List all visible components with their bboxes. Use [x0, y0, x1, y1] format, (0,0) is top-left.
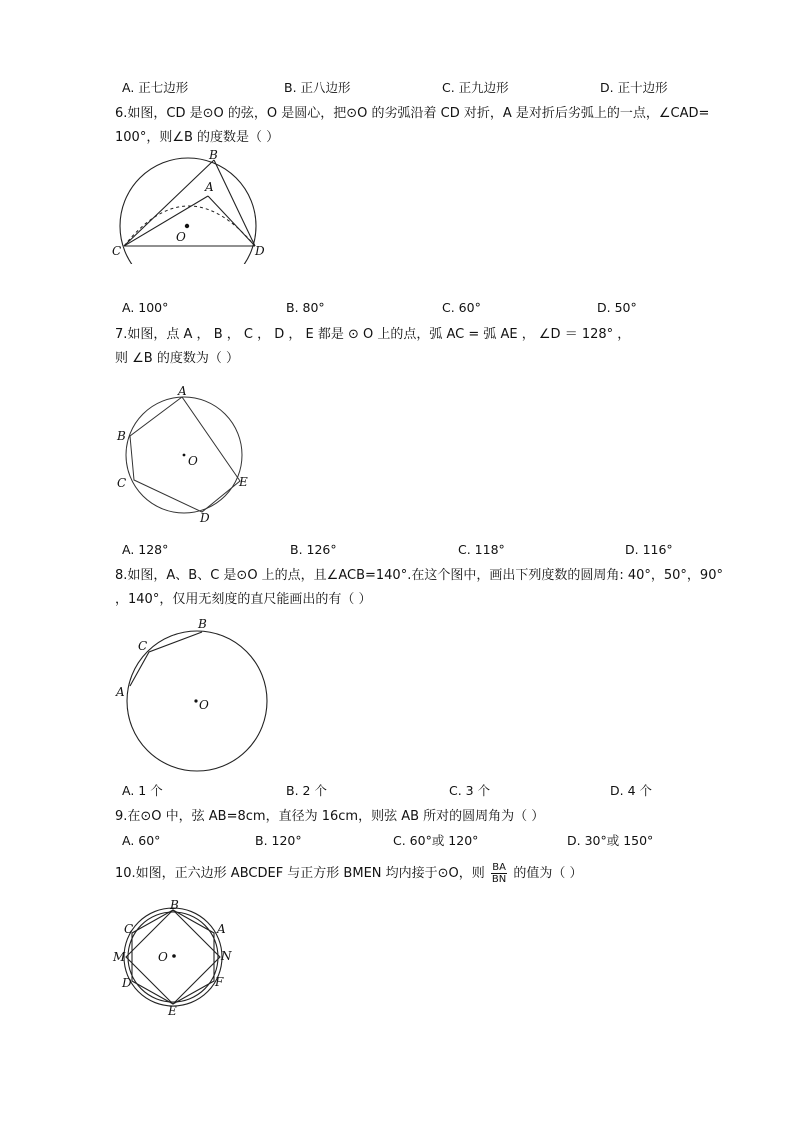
q10-fraction	[491, 862, 507, 885]
q10-fraction-numerator: BA	[492, 862, 506, 873]
q5-option-d: D. 正十边形	[600, 80, 668, 95]
q7-label-b: B	[117, 429, 126, 443]
q6-label-d: D	[255, 244, 265, 258]
q6-option-b: B. 80°	[286, 300, 325, 315]
q8-label-b: B	[198, 617, 207, 631]
q7-option-d: D. 116°	[625, 542, 673, 557]
q7-label-o: O	[188, 454, 198, 468]
q6-option-a: A. 100°	[122, 300, 169, 315]
q6-label-o: O	[176, 230, 186, 244]
q6-figure	[110, 148, 270, 264]
q10-label-m: M	[113, 950, 126, 964]
q6-label-a: A	[205, 180, 214, 194]
q10-label-f: F	[215, 975, 224, 989]
q7-label-a: A	[178, 384, 187, 398]
q8-stem-line1: 8.如图，A、B、C 是⊙O 上的点，且∠ACB=140°.在这个图中，画出下列度数的圆周角: 40°，50°，90°	[115, 568, 723, 583]
q10-label-c: C	[124, 922, 134, 936]
q7-label-c: C	[117, 476, 127, 490]
q10-label-b: B	[170, 898, 179, 912]
q8-label-c: C	[138, 639, 148, 653]
q9-option-d: D. 30°或 150°	[567, 833, 654, 848]
q10-fraction-denominator: BN	[491, 874, 507, 885]
q5-option-b: B. 正八边形	[284, 80, 351, 95]
q8-option-d: D. 4 个	[610, 783, 652, 798]
q6-label-c: C	[112, 244, 122, 258]
q7-stem-line1: 7.如图，点 A ， B ， C ， D ， E 都是 ⊙ O 上的点，弧 AC = 弧 AE ， ∠D ＝ 128° ，	[115, 327, 631, 342]
q8-label-a: A	[116, 685, 125, 699]
q10-label-n: N	[221, 949, 232, 963]
q10-stem-line1	[115, 862, 583, 885]
q9-stem-line1: 9.在⊙O 中，弦 AB=8cm，直径为 16cm，则弦 AB 所对的圆周角为（ ）	[115, 809, 545, 824]
q7-option-a: A. 128°	[122, 542, 169, 557]
q8-option-a: A. 1 个	[122, 783, 163, 798]
q10-stem-prefix: 10.如图，正六边形 ABCDEF 与正方形 BMEN 均内接于⊙O，则	[115, 866, 485, 881]
q8-label-o: O	[199, 698, 209, 712]
q10-label-d: D	[122, 976, 132, 990]
q6-option-d: D. 50°	[597, 300, 637, 315]
q9-option-c: C. 60°或 120°	[393, 833, 479, 848]
q7-label-e: E	[239, 475, 248, 489]
q7-figure	[112, 382, 257, 526]
q8-figure	[112, 615, 272, 775]
q7-label-d: D	[200, 511, 210, 525]
q7-option-b: B. 126°	[290, 542, 337, 557]
q10-figure	[110, 897, 245, 1019]
q8-option-c: C. 3 个	[449, 783, 491, 798]
q7-stem-line2: 则 ∠B 的度数为（ ）	[115, 351, 239, 366]
q8-option-b: B. 2 个	[286, 783, 327, 798]
q7-option-c: C. 118°	[458, 542, 505, 557]
q6-stem-line2: 100°，则∠B 的度数是（ ）	[115, 130, 280, 145]
q6-option-c: C. 60°	[442, 300, 481, 315]
q5-option-a: A. 正七边形	[122, 80, 189, 95]
q8-stem-line2: ，140°，仅用无刻度的直尺能画出的有（ ）	[115, 592, 372, 607]
q6-stem-line1: 6.如图，CD 是⊙O 的弦，O 是圆心，把⊙O 的劣弧沿着 CD 对折，A 是对折后劣弧上的一点，∠CAD=	[115, 106, 710, 121]
q10-label-a: A	[217, 922, 226, 936]
q10-label-e: E	[168, 1004, 177, 1018]
q10-stem-suffix: 的值为（ ）	[513, 866, 583, 881]
q10-label-o: O	[158, 950, 168, 964]
q5-option-c: C. 正九边形	[442, 80, 509, 95]
q9-option-b: B. 120°	[255, 833, 302, 848]
q9-option-a: A. 60°	[122, 833, 161, 848]
q6-label-b: B	[209, 148, 218, 162]
